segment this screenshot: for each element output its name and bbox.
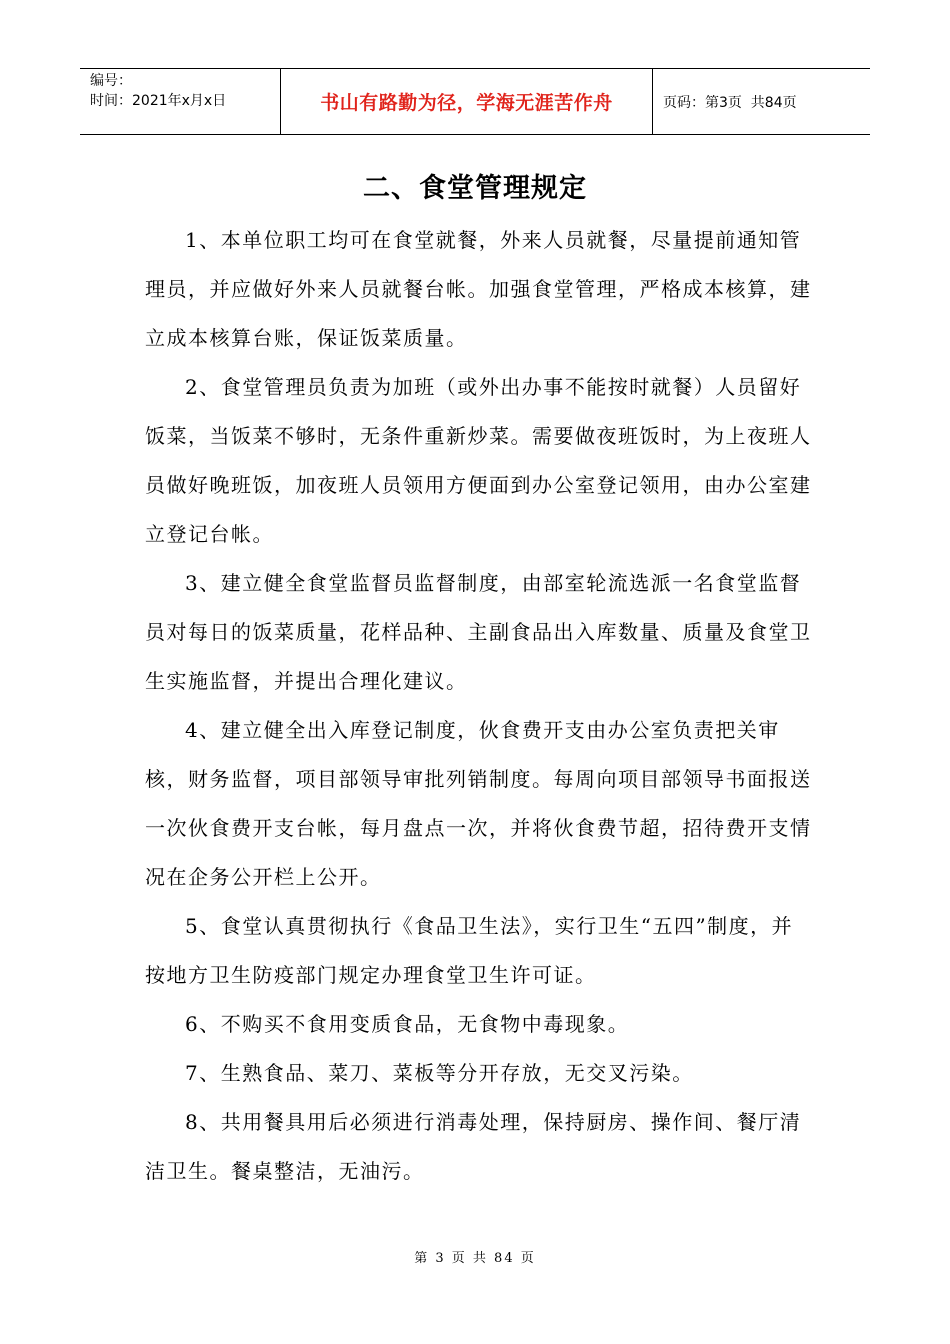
document-number-label: 编号： — [90, 73, 132, 89]
document-time-label: 时间：2021年x月x日 — [90, 93, 227, 109]
page-header — [80, 68, 870, 135]
paragraph-1: 1、本单位职工均可在食堂就餐，外来人员就餐，尽量提前通知管理员，并应做好外来人员就餐台帐。加强食堂管理，严格成本核算，建立成本核算台账，保证饭菜质量。 — [145, 228, 812, 350]
page-title: 二、食堂管理规定 — [363, 173, 587, 204]
page-footer: 第 3 页 共 84 页 — [414, 1251, 536, 1266]
document-body — [145, 216, 813, 1196]
paragraph-7: 7、生熟食品、菜刀、菜板等分开存放，无交叉污染。 — [185, 1061, 694, 1085]
paragraph-3: 3、建立健全食堂监督员监督制度，由部室轮流选派一名食堂监督员对每日的饭菜质量，花样品种、主副食品出入库数量、质量及食堂卫生实施监督，并提出合理化建议。 — [145, 571, 812, 693]
paragraph-5: 5、食堂认真贯彻执行《食品卫生法》，实行卫生“五四”制度，并按地方卫生防疫部门规定办理食堂卫生许可证。 — [145, 914, 794, 987]
header-meta — [80, 69, 281, 134]
paragraph-4: 4、建立健全出入库登记制度，伙食费开支由办公室负责把关审核，财务监督，项目部领导审批列销制度。每周向项目部领导书面报送一次伙食费开支台帐，每月盘点一次，并将伙食费节超，招待费开支情况在企务公开栏上公开。 — [145, 718, 812, 889]
paragraph-2: 2、食堂管理员负责为加班（或外出办事不能按时就餐）人员留好饭菜，当饭菜不够时，无条件重新炒菜。需要做夜班饭时，为上夜班人员做好晚班饭，加夜班人员领用方便面到办公室登记领用，由办公室建立登记台帐。 — [145, 375, 812, 546]
header-motto: 书山有路勤为径，学海无涯苦作舟 — [281, 69, 653, 134]
paragraph-6: 6、不购买不食用变质食品，无食物中毒现象。 — [185, 1012, 630, 1036]
page-info-text: 页码：第3页 共84页 — [663, 94, 797, 111]
paragraph-8: 8、共用餐具用后必须进行消毒处理，保持厨房、操作间、餐厅清洁卫生。餐桌整洁，无油污。 — [145, 1110, 802, 1183]
header-page-info — [653, 69, 870, 134]
